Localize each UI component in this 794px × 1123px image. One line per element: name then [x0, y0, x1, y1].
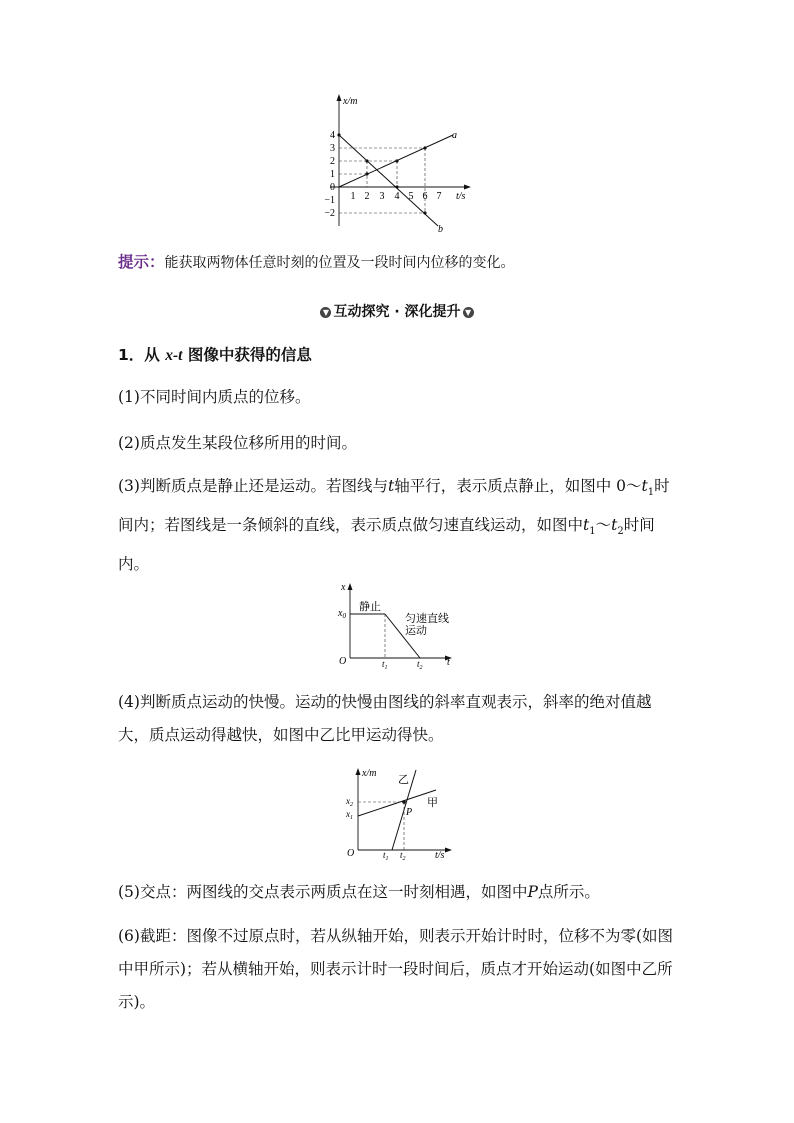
item-1: (1)不同时间内质点的位移。 [118, 388, 311, 406]
line-a-label: a [452, 130, 457, 141]
moving-label-1: 匀速直线 [405, 613, 449, 625]
item-2: (2)质点发生某段位移所用的时间。 [118, 434, 357, 452]
chevron-down-icon: ▼ [463, 307, 474, 318]
x-tick: 5 [408, 191, 414, 202]
t2-label: $t_2$ [417, 659, 423, 670]
yi-label: 乙 [398, 774, 409, 786]
chevron-down-icon: ▼ [320, 307, 331, 318]
t1-label: $t_1$ [383, 850, 389, 862]
hint-label: 提示： [118, 252, 165, 271]
x1-label: $x_1$ [346, 809, 353, 821]
hint-paragraph [118, 245, 678, 280]
item-4: (4)判断质点运动的快慢。运动的快慢由图线的斜率直观表示，斜率的绝对值越大，质点运动得越快，如图中乙比甲运动得快。 [118, 693, 652, 744]
t-axis-label: t [447, 657, 450, 668]
y-tick: 2 [330, 156, 335, 167]
y-tick: −2 [324, 208, 335, 219]
line-b-label: b [438, 224, 443, 235]
item-5: (5)交点：两图线的交点表示两质点在这一时刻相遇，如图中P点所示。 [118, 883, 600, 901]
y-tick: 1 [330, 169, 335, 180]
line-jia [358, 790, 436, 816]
origin-label: O [347, 848, 355, 859]
x-tick: 7 [436, 191, 442, 202]
y-axis-label: x/m [343, 96, 358, 107]
y-axis-label: x/m [362, 768, 377, 779]
x-tick: 2 [364, 191, 370, 202]
t1-label: $t_1$ [382, 659, 388, 670]
y-tick: 4 [330, 130, 335, 141]
t-axis-label: t/s [435, 850, 445, 861]
figure-2-static-motion [333, 578, 463, 670]
x0-label: $x_0$ [338, 608, 346, 620]
y-axis-label: x [341, 582, 346, 593]
section-banner-text: 互动探究 · 深化提升 [333, 304, 461, 320]
x2-label: $x_2$ [346, 796, 353, 808]
y-tick: 3 [330, 143, 335, 154]
x-tick: 6 [422, 191, 428, 202]
origin-label: O [339, 656, 347, 667]
x-tick: 1 [350, 191, 356, 202]
y-tick: −1 [324, 195, 335, 206]
section-banner [0, 301, 794, 321]
x-tick: 3 [379, 191, 385, 202]
x-axis-label: t/s [456, 191, 466, 202]
hint-text: 能获取两物体任意时刻的位置及一段时间内位移的变化。 [164, 255, 515, 271]
jia-label: 甲 [427, 797, 438, 809]
figure-1-xt-graph [320, 90, 490, 238]
x-tick: 4 [394, 191, 400, 202]
figure-3-intersection [340, 764, 460, 862]
t2-label: $t_2$ [400, 850, 406, 862]
point-p-label: P [406, 807, 413, 818]
moving-label-2: 运动 [405, 625, 427, 637]
static-label: 静止 [359, 601, 381, 613]
y-tick: 0 [330, 182, 335, 193]
heading-1: 1．从 x-t 图像中获得的信息 [118, 346, 312, 364]
item-6: (6)截距：图像不过原点时，若从纵轴开始，则表示开始计时时，位移不为零(如图中甲所示)；若从横轴开始，则表示计时一段时间后，质点才开始运动(如图中乙所示)。 [118, 927, 674, 1011]
item-3: (3)判断质点是静止还是运动。若图线与t轴平行，表示质点静止，如图中 $0\sim t_1$时间内；若图线是一条倾斜的直线，表示质点做匀速直线运动，如图中$t_1\sim t_2$时间内。 [118, 477, 670, 574]
